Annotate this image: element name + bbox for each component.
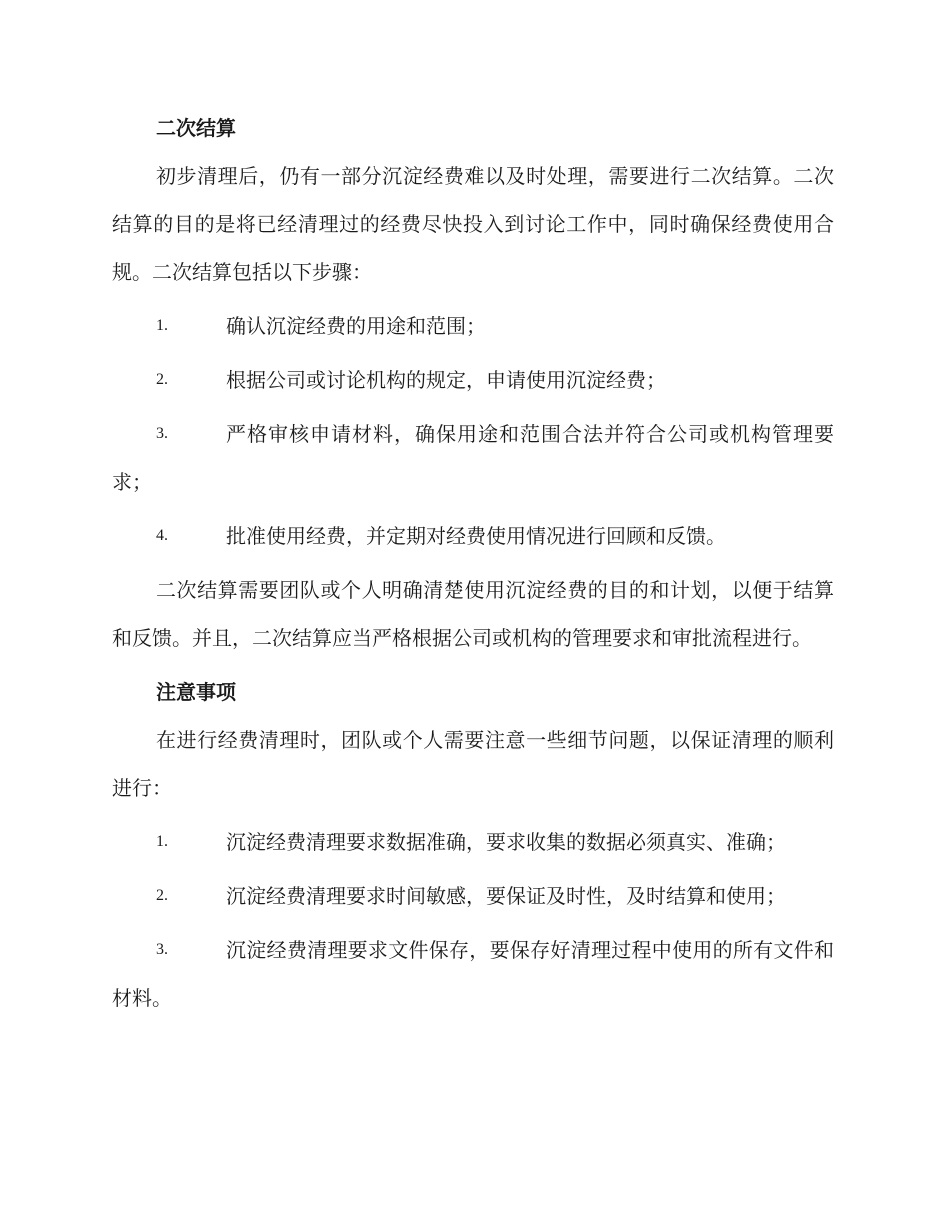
list-item <box>112 926 834 1022</box>
section-heading-notes: 注意事项 <box>156 680 236 704</box>
list-item-text: 沉淀经费清理要求时间敏感，要保证及时性，及时结算和使用； <box>226 884 786 908</box>
paragraph-second-settlement-intro: 初步清理后，仍有一部分沉淀经费难以及时处理，需要进行二次结算。二次结算的目的是将已经清理过的经费尽快投入到讨论工作中，同时确保经费使用合规。二次结算包括以下步骤： <box>112 164 834 284</box>
list-item-text: 沉淀经费清理要求文件保存，要保存好清理过程中使用的所有文件和材料。 <box>112 938 834 1010</box>
list-number: 2. <box>156 371 168 388</box>
notes-list <box>112 818 834 1022</box>
list-item <box>112 872 834 920</box>
list-item <box>112 818 834 866</box>
list-number: 3. <box>156 425 168 442</box>
list-number: 1. <box>156 317 168 334</box>
list-item <box>112 512 834 560</box>
list-item-text: 批准使用经费，并定期对经费使用情况进行回顾和反馈。 <box>226 524 726 548</box>
list-item <box>112 410 834 506</box>
second-settlement-steps-list <box>112 302 834 560</box>
list-item <box>112 356 834 404</box>
list-item-text: 确认沉淀经费的用途和范围； <box>226 314 486 338</box>
list-item-text: 严格审核申请材料，确保用途和范围合法并符合公司或机构管理要求； <box>112 422 834 494</box>
list-item <box>112 302 834 350</box>
list-item-text: 根据公司或讨论机构的规定，申请使用沉淀经费； <box>226 368 666 392</box>
list-number: 1. <box>156 833 168 850</box>
list-number: 2. <box>156 887 168 904</box>
list-item-text: 沉淀经费清理要求数据准确，要求收集的数据必须真实、准确； <box>226 830 786 854</box>
section-heading-second-settlement: 二次结算 <box>156 116 236 140</box>
document-body <box>112 104 834 1028</box>
list-number: 4. <box>156 527 168 544</box>
paragraph-second-settlement-conclusion: 二次结算需要团队或个人明确清楚使用沉淀经费的目的和计划，以便于结算和反馈。并且，二次结算应当严格根据公司或机构的管理要求和审批流程进行。 <box>112 578 834 650</box>
list-number: 3. <box>156 941 168 958</box>
paragraph-notes-intro: 在进行经费清理时，团队或个人需要注意一些细节问题，以保证清理的顺利进行： <box>112 728 834 800</box>
